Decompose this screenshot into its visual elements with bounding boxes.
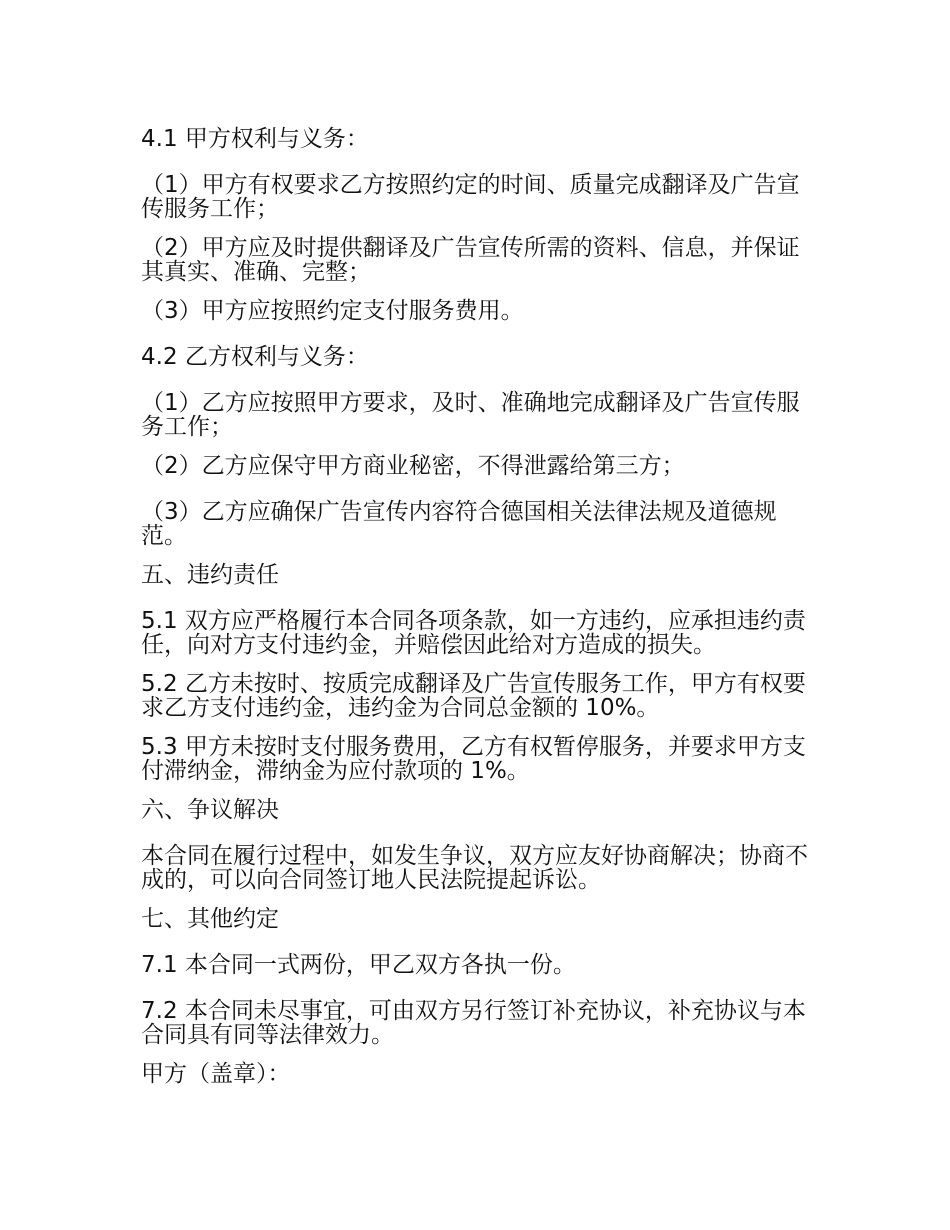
clause-4-1-3: （3）甲方应按照约定支付服务费用。 xyxy=(141,298,524,324)
clause-4-1-2: （2）甲方应及时提供翻译及广告宣传所需的资料、信息，并保证其真实、准确、完整； xyxy=(141,235,800,285)
clause-7-1: 7.1 本合同一式两份，甲乙双方各执一份。 xyxy=(141,952,576,978)
clause-4-1-1: （1）甲方有权要求乙方按照约定的时间、质量完成翻译及广告宣传服务工作； xyxy=(141,172,800,222)
clause-5-2: 5.2 乙方未按时、按质完成翻译及广告宣传服务工作，甲方有权要求乙方支付违约金，违约金为合同总金额的 10%。 xyxy=(141,671,806,721)
section-5-heading: 五、违约责任 xyxy=(141,562,279,588)
section-4-1-heading: 4.1 甲方权利与义务： xyxy=(141,126,369,152)
clause-4-2-2: （2）乙方应保守甲方商业秘密，不得泄露给第三方； xyxy=(141,453,685,479)
section-7-heading: 七、其他约定 xyxy=(141,906,279,932)
clause-7-2: 7.2 本合同未尽事宜，可由双方另行签订补充协议，补充协议与本合同具有同等法律效力。 xyxy=(141,998,806,1048)
clause-6-body: 本合同在履行过程中，如发生争议，双方应友好协商解决；协商不成的，可以向合同签订地人民法院提起诉讼。 xyxy=(141,843,808,893)
clause-5-3: 5.3 甲方未按时支付服务费用，乙方有权暂停服务，并要求甲方支付滞纳金，滞纳金为应付款项的 1%。 xyxy=(141,734,806,784)
clause-4-2-3: （3）乙方应确保广告宣传内容符合德国相关法律法规及道德规范。 xyxy=(141,499,777,549)
section-4-2-heading: 4.2 乙方权利与义务： xyxy=(141,344,369,370)
document-body xyxy=(141,127,809,1108)
clause-4-2-1: （1）乙方应按照甲方要求，及时、准确地完成翻译及广告宣传服务工作； xyxy=(141,390,800,440)
clause-5-1: 5.1 双方应严格履行本合同各项条款，如一方违约，应承担违约责任，向对方支付违约金，并赔偿因此给对方造成的损失。 xyxy=(141,608,806,658)
party-a-seal-label: 甲方（盖章）： xyxy=(141,1061,291,1087)
section-6-heading: 六、争议解决 xyxy=(141,797,279,823)
